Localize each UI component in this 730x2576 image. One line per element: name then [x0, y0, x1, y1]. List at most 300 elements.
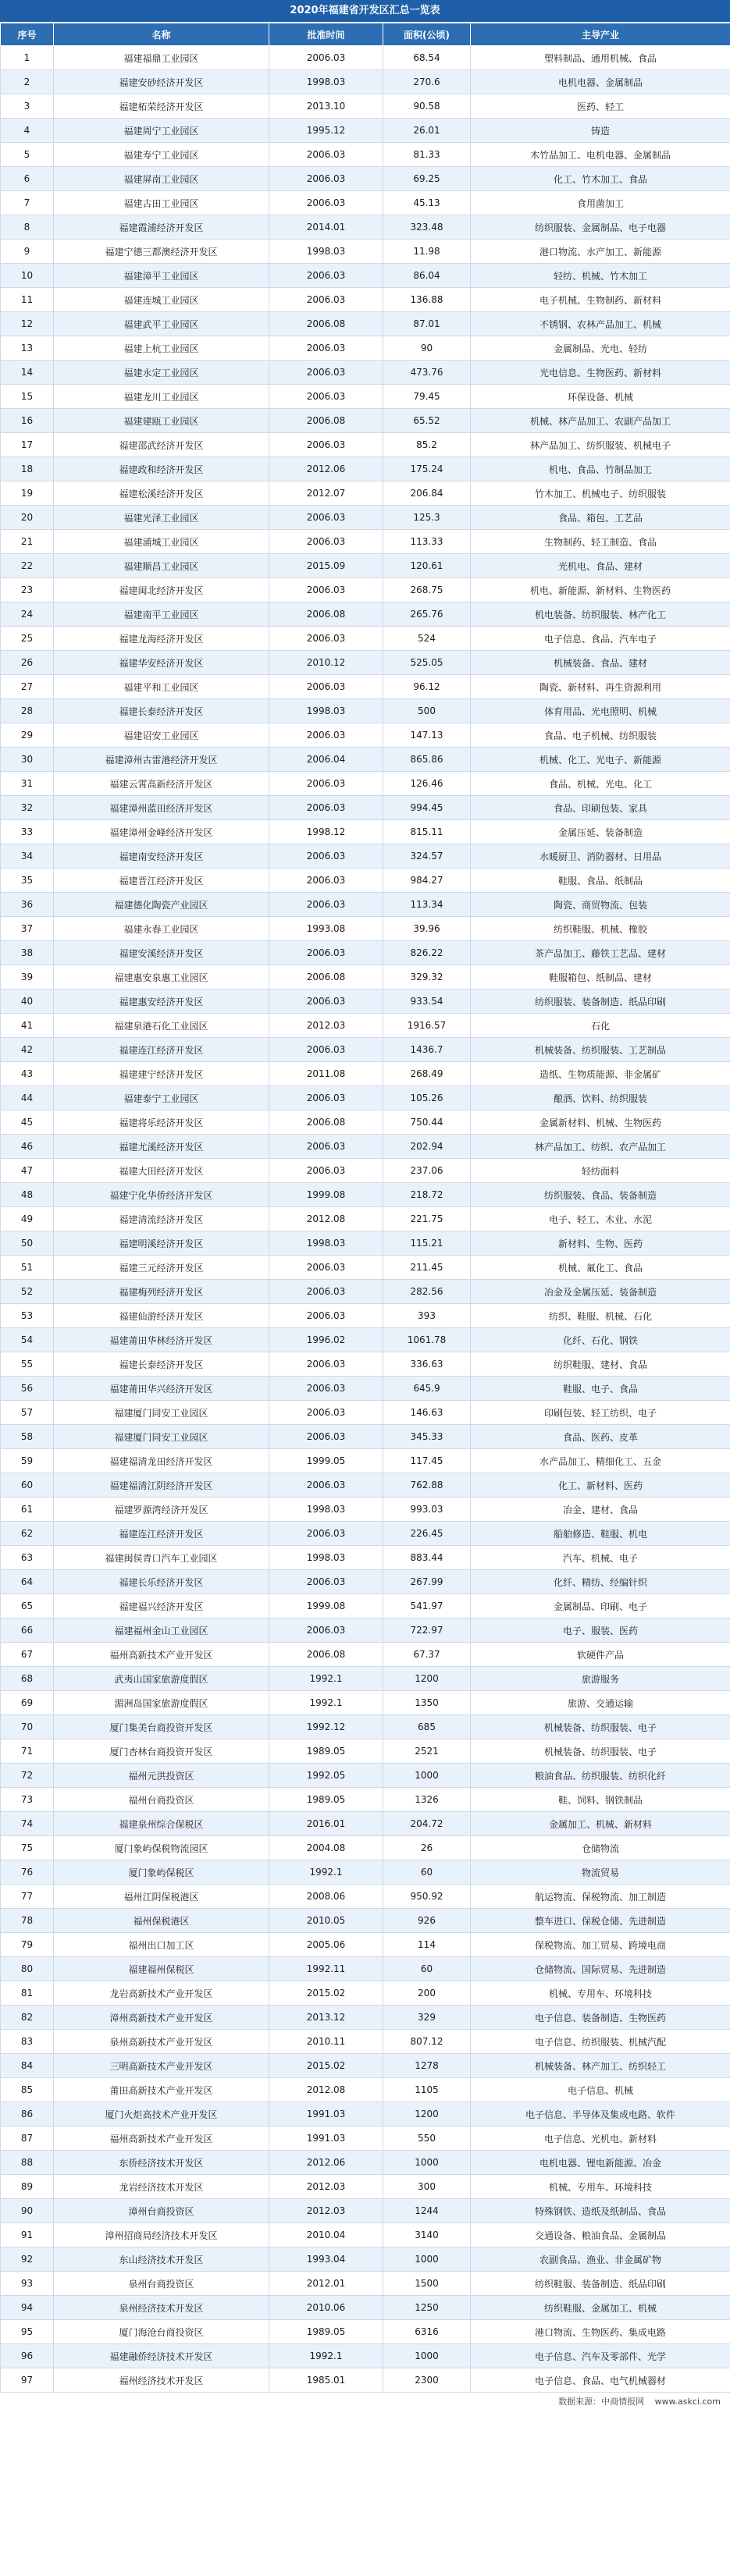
table-row — [1, 506, 730, 530]
cell-index: 85 — [1, 2078, 54, 2102]
cell-name: 龙岩高新技术产业开发区 — [54, 1981, 269, 2006]
cell-area: 60 — [383, 1860, 471, 1885]
table-row — [1, 1957, 730, 1981]
cell-name: 三明高新技术产业开发区 — [54, 2054, 269, 2078]
cell-area: 329 — [383, 2006, 471, 2030]
cell-index: 68 — [1, 1667, 54, 1691]
cell-area: 473.76 — [383, 361, 471, 385]
cell-area: 96.12 — [383, 675, 471, 699]
table-row — [1, 1135, 730, 1159]
cell-index: 62 — [1, 1522, 54, 1546]
cell-approval-date: 2006.03 — [269, 288, 383, 312]
cell-approval-date: 2006.03 — [269, 869, 383, 893]
cell-name: 东山经济技术开发区 — [54, 2247, 269, 2272]
cell-approval-date: 2006.03 — [269, 578, 383, 602]
table-row — [1, 361, 730, 385]
cell-approval-date: 2006.03 — [269, 844, 383, 869]
cell-industry: 环保设备、机械 — [471, 385, 730, 409]
cell-industry: 汽车、机械、电子 — [471, 1546, 730, 1570]
table-row — [1, 240, 730, 264]
cell-name: 福建古田工业园区 — [54, 191, 269, 215]
header-approval-date: 批准时间 — [269, 23, 383, 46]
cell-index: 31 — [1, 772, 54, 796]
cell-area: 1000 — [383, 2151, 471, 2175]
cell-name: 福建霞浦经济开发区 — [54, 215, 269, 240]
cell-index: 19 — [1, 481, 54, 506]
cell-name: 福州经济技术开发区 — [54, 2368, 269, 2393]
table-row — [1, 1933, 730, 1957]
cell-index: 18 — [1, 457, 54, 481]
cell-industry: 茶产品加工、藤铁工艺品、建材 — [471, 941, 730, 965]
cell-name: 福建漳州金峰经济开发区 — [54, 820, 269, 844]
cell-approval-date: 2013.10 — [269, 94, 383, 119]
cell-area: 60 — [383, 1957, 471, 1981]
cell-industry: 新材料、生物、医药 — [471, 1231, 730, 1256]
cell-index: 17 — [1, 433, 54, 457]
cell-index: 66 — [1, 1618, 54, 1643]
cell-name: 福建南安经济开发区 — [54, 844, 269, 869]
header-area: 面积(公顷) — [383, 23, 471, 46]
table-row — [1, 917, 730, 941]
cell-industry: 电子信息、机械 — [471, 2078, 730, 2102]
cell-area: 500 — [383, 699, 471, 723]
cell-index: 61 — [1, 1498, 54, 1522]
cell-industry: 港口物流、水产加工、新能源 — [471, 240, 730, 264]
cell-index: 3 — [1, 94, 54, 119]
cell-approval-date: 2006.03 — [269, 796, 383, 820]
cell-area: 1000 — [383, 2344, 471, 2368]
cell-industry: 金属制品、光电、轻纺 — [471, 336, 730, 361]
cell-index: 59 — [1, 1449, 54, 1473]
cell-industry: 航运物流、保税物流、加工制造 — [471, 1885, 730, 1909]
cell-name: 福建福清江阴经济开发区 — [54, 1473, 269, 1498]
table-row — [1, 1498, 730, 1522]
cell-approval-date: 2015.02 — [269, 2054, 383, 2078]
cell-industry: 医药、轻工 — [471, 94, 730, 119]
cell-index: 93 — [1, 2272, 54, 2296]
cell-approval-date: 2012.03 — [269, 1014, 383, 1038]
table-row — [1, 893, 730, 917]
cell-industry: 食品、电子机械、纺织服装 — [471, 723, 730, 748]
cell-industry: 光电信息、生物医药、新材料 — [471, 361, 730, 385]
cell-area: 147.13 — [383, 723, 471, 748]
cell-name: 泉州高新技术产业开发区 — [54, 2030, 269, 2054]
cell-industry: 林产品加工、纺织、农产品加工 — [471, 1135, 730, 1159]
cell-name: 福建平和工业园区 — [54, 675, 269, 699]
cell-name: 福建顺昌工业园区 — [54, 554, 269, 578]
cell-approval-date: 2013.12 — [269, 2006, 383, 2030]
table-row — [1, 844, 730, 869]
cell-name: 福建邵武经济开发区 — [54, 433, 269, 457]
cell-industry: 机械装备、纺织服装、电子 — [471, 1739, 730, 1764]
table-row — [1, 2006, 730, 2030]
cell-approval-date: 2004.08 — [269, 1836, 383, 1860]
cell-index: 82 — [1, 2006, 54, 2030]
cell-industry: 仓储物流、国际贸易、先进制造 — [471, 1957, 730, 1981]
table-row — [1, 869, 730, 893]
cell-approval-date: 2006.03 — [269, 1618, 383, 1643]
source-label: 数据来源：中商情报网 — [558, 2397, 645, 2407]
cell-industry: 物流贸易 — [471, 1860, 730, 1885]
cell-index: 86 — [1, 2102, 54, 2127]
cell-index: 20 — [1, 506, 54, 530]
table-row — [1, 1377, 730, 1401]
source-footer — [0, 2393, 730, 2411]
cell-area: 541.97 — [383, 1594, 471, 1618]
cell-name: 福州高新技术产业开发区 — [54, 2127, 269, 2151]
cell-index: 42 — [1, 1038, 54, 1062]
table-row — [1, 288, 730, 312]
cell-area: 265.76 — [383, 602, 471, 627]
cell-industry: 体育用品、光电照明、机械 — [471, 699, 730, 723]
cell-index: 67 — [1, 1643, 54, 1667]
cell-name: 厦门杏林台商投资开发区 — [54, 1739, 269, 1764]
cell-index: 43 — [1, 1062, 54, 1086]
cell-area: 117.45 — [383, 1449, 471, 1473]
table-row — [1, 1159, 730, 1183]
table-row — [1, 191, 730, 215]
cell-area: 1244 — [383, 2199, 471, 2223]
cell-approval-date: 2006.08 — [269, 1643, 383, 1667]
cell-area: 120.61 — [383, 554, 471, 578]
cell-area: 883.44 — [383, 1546, 471, 1570]
cell-area: 807.12 — [383, 2030, 471, 2054]
cell-index: 72 — [1, 1764, 54, 1788]
cell-industry: 纺织服装、食品、装备制造 — [471, 1183, 730, 1207]
cell-area: 762.88 — [383, 1473, 471, 1498]
cell-area: 126.46 — [383, 772, 471, 796]
cell-index: 11 — [1, 288, 54, 312]
table-row — [1, 1860, 730, 1885]
cell-name: 福建寿宁工业园区 — [54, 143, 269, 167]
cell-area: 1326 — [383, 1788, 471, 1812]
table-row — [1, 554, 730, 578]
cell-name: 泉州台商投资区 — [54, 2272, 269, 2296]
cell-name: 漳州招商局经济技术开发区 — [54, 2223, 269, 2247]
cell-name: 福建上杭工业园区 — [54, 336, 269, 361]
cell-industry: 纺织服装、装备制造、纸品印刷 — [471, 990, 730, 1014]
cell-approval-date: 2010.06 — [269, 2296, 383, 2320]
cell-approval-date: 1996.02 — [269, 1328, 383, 1352]
cell-approval-date: 1998.03 — [269, 1231, 383, 1256]
cell-approval-date: 2006.03 — [269, 46, 383, 70]
cell-approval-date: 1998.03 — [269, 1498, 383, 1522]
cell-industry: 机电装备、纺织服装、林产化工 — [471, 602, 730, 627]
cell-name: 福建漳州古雷港经济开发区 — [54, 748, 269, 772]
cell-approval-date: 2016.01 — [269, 1812, 383, 1836]
cell-area: 113.33 — [383, 530, 471, 554]
cell-approval-date: 2008.06 — [269, 1885, 383, 1909]
cell-index: 58 — [1, 1425, 54, 1449]
table-row — [1, 1764, 730, 1788]
cell-index: 32 — [1, 796, 54, 820]
cell-approval-date: 1992.05 — [269, 1764, 383, 1788]
cell-approval-date: 2006.03 — [269, 1256, 383, 1280]
table-row — [1, 457, 730, 481]
table-row — [1, 1981, 730, 2006]
cell-name: 福建武平工业园区 — [54, 312, 269, 336]
cell-industry: 竹木加工、机械电子、纺织服装 — [471, 481, 730, 506]
cell-approval-date: 2006.03 — [269, 772, 383, 796]
table-row — [1, 1715, 730, 1739]
cell-approval-date: 2006.04 — [269, 748, 383, 772]
cell-area: 1200 — [383, 2102, 471, 2127]
cell-industry: 鞋服箱包、纸制品、建材 — [471, 965, 730, 990]
cell-name: 福建宁化华侨经济开发区 — [54, 1183, 269, 1207]
cell-industry: 化工、新材料、医药 — [471, 1473, 730, 1498]
cell-index: 94 — [1, 2296, 54, 2320]
table-row — [1, 1062, 730, 1086]
cell-name: 福建将乐经济开发区 — [54, 1110, 269, 1135]
table-row — [1, 699, 730, 723]
cell-index: 54 — [1, 1328, 54, 1352]
cell-industry: 石化 — [471, 1014, 730, 1038]
table-row — [1, 1304, 730, 1328]
cell-area: 39.96 — [383, 917, 471, 941]
cell-index: 36 — [1, 893, 54, 917]
cell-name: 福州出口加工区 — [54, 1933, 269, 1957]
cell-index: 80 — [1, 1957, 54, 1981]
table-row — [1, 2272, 730, 2296]
cell-approval-date: 1993.04 — [269, 2247, 383, 2272]
cell-name: 湄洲岛国家旅游度假区 — [54, 1691, 269, 1715]
cell-index: 12 — [1, 312, 54, 336]
cell-index: 96 — [1, 2344, 54, 2368]
cell-index: 21 — [1, 530, 54, 554]
cell-area: 950.92 — [383, 1885, 471, 1909]
cell-index: 65 — [1, 1594, 54, 1618]
cell-index: 87 — [1, 2127, 54, 2151]
table-row — [1, 772, 730, 796]
cell-index: 34 — [1, 844, 54, 869]
table-row — [1, 1014, 730, 1038]
cell-approval-date: 2006.08 — [269, 1110, 383, 1135]
cell-industry: 电子信息、食品、电气机械器材 — [471, 2368, 730, 2393]
cell-index: 1 — [1, 46, 54, 70]
cell-name: 福建安溪经济开发区 — [54, 941, 269, 965]
cell-approval-date: 1992.1 — [269, 2344, 383, 2368]
cell-name: 福建连江经济开发区 — [54, 1522, 269, 1546]
cell-name: 福建仙游经济开发区 — [54, 1304, 269, 1328]
cell-area: 90 — [383, 336, 471, 361]
cell-approval-date: 2012.01 — [269, 2272, 383, 2296]
cell-area: 933.54 — [383, 990, 471, 1014]
cell-approval-date: 1998.03 — [269, 699, 383, 723]
cell-index: 81 — [1, 1981, 54, 2006]
cell-industry: 旅游、交通运输 — [471, 1691, 730, 1715]
cell-index: 69 — [1, 1691, 54, 1715]
cell-industry: 水产品加工、精细化工、五金 — [471, 1449, 730, 1473]
cell-industry: 化工、竹木加工、食品 — [471, 167, 730, 191]
table-row — [1, 1643, 730, 1667]
cell-approval-date: 2006.03 — [269, 893, 383, 917]
cell-name: 福建浦城工业园区 — [54, 530, 269, 554]
cell-approval-date: 1999.08 — [269, 1183, 383, 1207]
cell-name: 泉州经济技术开发区 — [54, 2296, 269, 2320]
cell-area: 200 — [383, 1981, 471, 2006]
cell-area: 79.45 — [383, 385, 471, 409]
cell-index: 41 — [1, 1014, 54, 1038]
cell-industry: 印刷包装、轻工纺织、电子 — [471, 1401, 730, 1425]
table-row — [1, 2247, 730, 2272]
cell-index: 90 — [1, 2199, 54, 2223]
cell-name: 福建安砂经济开发区 — [54, 70, 269, 94]
cell-index: 48 — [1, 1183, 54, 1207]
cell-name: 福建周宁工业园区 — [54, 119, 269, 143]
cell-name: 福州江阴保税港区 — [54, 1885, 269, 1909]
cell-area: 300 — [383, 2175, 471, 2199]
cell-area: 329.32 — [383, 965, 471, 990]
cell-name: 福建连城工业园区 — [54, 288, 269, 312]
cell-index: 76 — [1, 1860, 54, 1885]
cell-approval-date: 2006.03 — [269, 1473, 383, 1498]
cell-area: 270.6 — [383, 70, 471, 94]
cell-name: 福建厦门同安工业园区 — [54, 1425, 269, 1449]
table-row — [1, 2054, 730, 2078]
cell-industry: 电机电器、金属制品 — [471, 70, 730, 94]
table-row — [1, 1691, 730, 1715]
cell-industry: 旅游服务 — [471, 1667, 730, 1691]
table-row — [1, 796, 730, 820]
cell-approval-date: 2006.03 — [269, 1377, 383, 1401]
cell-approval-date: 2006.03 — [269, 941, 383, 965]
cell-index: 47 — [1, 1159, 54, 1183]
cell-industry: 软硬件产品 — [471, 1643, 730, 1667]
cell-approval-date: 2006.03 — [269, 1401, 383, 1425]
cell-industry: 造纸、生物质能源、非金属矿 — [471, 1062, 730, 1086]
table-row — [1, 1352, 730, 1377]
cell-index: 26 — [1, 651, 54, 675]
table-row — [1, 2151, 730, 2175]
cell-approval-date: 1989.05 — [269, 1788, 383, 1812]
cell-industry: 轻纺面料 — [471, 1159, 730, 1183]
cell-index: 57 — [1, 1401, 54, 1425]
cell-area: 685 — [383, 1715, 471, 1739]
cell-area: 87.01 — [383, 312, 471, 336]
cell-area: 26.01 — [383, 119, 471, 143]
table-row — [1, 1788, 730, 1812]
table-row — [1, 1328, 730, 1352]
table-row — [1, 1812, 730, 1836]
cell-name: 龙岩经济技术开发区 — [54, 2175, 269, 2199]
cell-area: 211.45 — [383, 1256, 471, 1280]
cell-index: 39 — [1, 965, 54, 990]
cell-area: 993.03 — [383, 1498, 471, 1522]
cell-index: 7 — [1, 191, 54, 215]
table-row — [1, 264, 730, 288]
cell-name: 福建融侨经济技术开发区 — [54, 2344, 269, 2368]
cell-industry: 电子机械、生物制药、新材料 — [471, 288, 730, 312]
cell-name: 福州台商投资区 — [54, 1788, 269, 1812]
cell-name: 福建政和经济开发区 — [54, 457, 269, 481]
table-row — [1, 748, 730, 772]
cell-area: 1436.7 — [383, 1038, 471, 1062]
cell-name: 福建福鼎工业园区 — [54, 46, 269, 70]
cell-index: 63 — [1, 1546, 54, 1570]
cell-approval-date: 2006.03 — [269, 1522, 383, 1546]
cell-area: 524 — [383, 627, 471, 651]
cell-industry: 机械装备、纺织服装、电子 — [471, 1715, 730, 1739]
cell-area: 268.75 — [383, 578, 471, 602]
cell-industry: 林产品加工、纺织服装、机械电子 — [471, 433, 730, 457]
table-row — [1, 1836, 730, 1860]
cell-approval-date: 1992.1 — [269, 1691, 383, 1715]
cell-approval-date: 2006.03 — [269, 1425, 383, 1449]
cell-index: 45 — [1, 1110, 54, 1135]
cell-area: 175.24 — [383, 457, 471, 481]
cell-approval-date: 1998.03 — [269, 240, 383, 264]
cell-name: 厦门集美台商投资开发区 — [54, 1715, 269, 1739]
cell-area: 393 — [383, 1304, 471, 1328]
cell-area: 1350 — [383, 1691, 471, 1715]
cell-name: 福建松溪经济开发区 — [54, 481, 269, 506]
cell-index: 83 — [1, 2030, 54, 2054]
cell-approval-date: 2006.03 — [269, 167, 383, 191]
cell-area: 86.04 — [383, 264, 471, 288]
cell-approval-date: 2015.02 — [269, 1981, 383, 2006]
cell-index: 14 — [1, 361, 54, 385]
cell-name: 福州元洪投资区 — [54, 1764, 269, 1788]
table-row — [1, 2127, 730, 2151]
cell-industry: 电子、轻工、木业、水泥 — [471, 1207, 730, 1231]
cell-name: 厦门海沧台商投资区 — [54, 2320, 269, 2344]
cell-name: 福建泰宁工业园区 — [54, 1086, 269, 1110]
cell-approval-date: 1992.12 — [269, 1715, 383, 1739]
table-row — [1, 481, 730, 506]
cell-approval-date: 2006.03 — [269, 990, 383, 1014]
cell-name: 福建厦门同安工业园区 — [54, 1401, 269, 1425]
cell-area: 525.05 — [383, 651, 471, 675]
cell-area: 1200 — [383, 1667, 471, 1691]
cell-approval-date: 1992.11 — [269, 1957, 383, 1981]
cell-approval-date: 1989.05 — [269, 2320, 383, 2344]
cell-index: 10 — [1, 264, 54, 288]
cell-area: 750.44 — [383, 1110, 471, 1135]
cell-industry: 港口物流、生物医药、集成电路 — [471, 2320, 730, 2344]
development-zone-table — [0, 23, 730, 2393]
table-row — [1, 2320, 730, 2344]
cell-index: 70 — [1, 1715, 54, 1739]
cell-approval-date: 2012.06 — [269, 2151, 383, 2175]
cell-industry: 电子信息、纺织服装、机械汽配 — [471, 2030, 730, 2054]
cell-approval-date: 2006.03 — [269, 361, 383, 385]
cell-industry: 特殊钢铁、造纸及纸制品、食品 — [471, 2199, 730, 2223]
cell-industry: 农副食品、渔业、非金属矿物 — [471, 2247, 730, 2272]
cell-area: 1250 — [383, 2296, 471, 2320]
cell-industry: 保税物流、加工贸易、跨境电商 — [471, 1933, 730, 1957]
cell-approval-date: 1995.12 — [269, 119, 383, 143]
cell-name: 漳州台商投资区 — [54, 2199, 269, 2223]
cell-approval-date: 1992.1 — [269, 1860, 383, 1885]
cell-approval-date: 2006.03 — [269, 433, 383, 457]
cell-industry: 生物制药、轻工制造、食品 — [471, 530, 730, 554]
table-row — [1, 1256, 730, 1280]
cell-name: 福建龙川工业园区 — [54, 385, 269, 409]
table-row — [1, 602, 730, 627]
cell-index: 49 — [1, 1207, 54, 1231]
cell-area: 282.56 — [383, 1280, 471, 1304]
cell-area: 218.72 — [383, 1183, 471, 1207]
cell-industry: 机械装备、食品、建材 — [471, 651, 730, 675]
cell-area: 345.33 — [383, 1425, 471, 1449]
cell-industry: 电子信息、食品、汽车电子 — [471, 627, 730, 651]
cell-area: 226.45 — [383, 1522, 471, 1546]
cell-name: 福建莆田华兴经济开发区 — [54, 1377, 269, 1401]
cell-name: 福建三元经济开发区 — [54, 1256, 269, 1280]
cell-index: 71 — [1, 1739, 54, 1764]
table-row — [1, 143, 730, 167]
cell-approval-date: 2010.04 — [269, 2223, 383, 2247]
